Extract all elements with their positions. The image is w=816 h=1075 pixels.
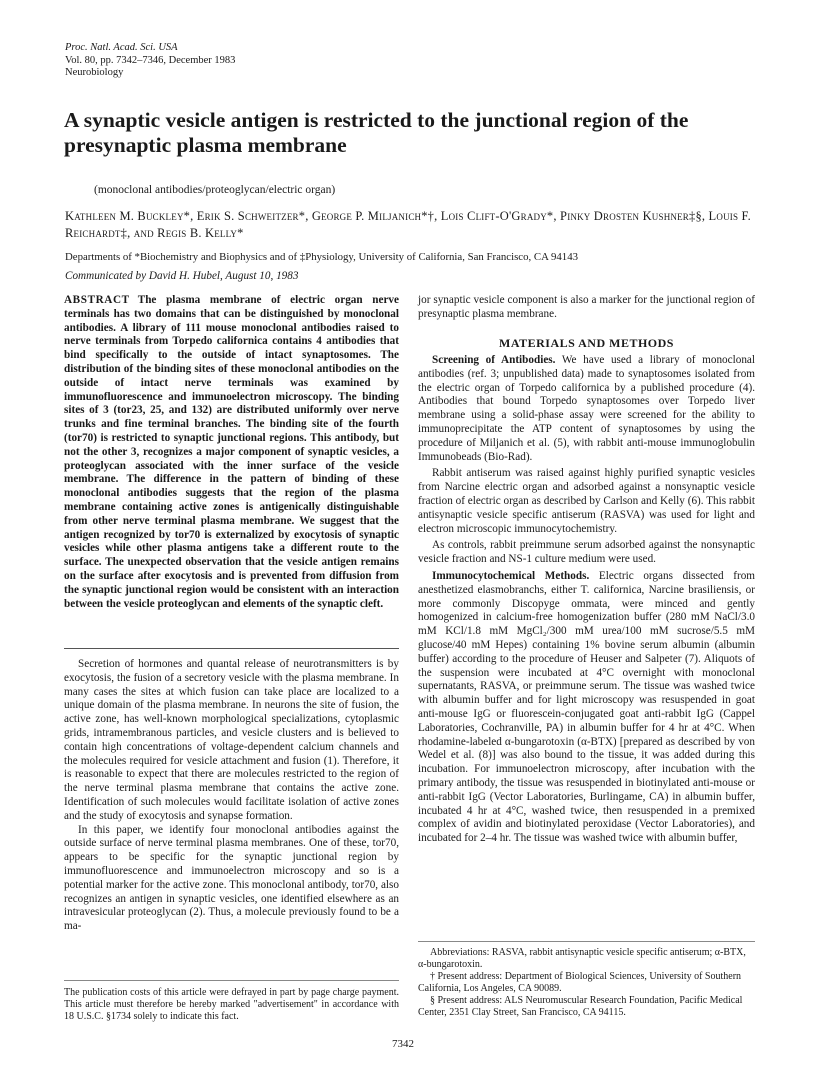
methods-paragraph: Rabbit antiserum was raised against highly purified synaptic vesicles from Narcine electric organ and adsorbed against a nonsynaptic vesicle fraction of electric organ as described by Carlson and Kelly (6). This rabbit antisynaptic vesicle specific antiserum (RASVA) was used for light and electron microscopic immunocytochemistry.	[418, 467, 755, 535]
keywords: (monoclonal antibodies/proteoglycan/electric organ)	[94, 184, 336, 196]
affiliation: Departments of *Biochemistry and Biophysics and of ‡Physiology, University of California, San Francisco, CA 94143	[65, 251, 578, 263]
run-in-heading: Screening of Antibodies.	[432, 354, 556, 366]
journal-volume: Vol. 80, pp. 7342–7346, December 1983	[65, 54, 236, 66]
methods-paragraph	[418, 354, 755, 464]
journal-section: Neurobiology	[65, 67, 124, 78]
journal-header	[65, 42, 235, 80]
abstract-divider	[64, 648, 399, 649]
publication-cost-note: The publication costs of this article were defrayed in part by page charge payment. This article must therefore be hereby marked "advertisement" in accordance with 18 U.S.C. §1734 solely to indicate this fact.	[64, 987, 399, 1022]
right-footnote-divider	[418, 941, 755, 942]
intro-paragraph: Secretion of hormones and quantal release of neurotransmitters is by exocytosis, the fusion of a secretory vesicle with the plasma membrane. In many cases the sites at which fusion can take place are localized to a unique domain of the plasma membrane. In neurons the site of fusion, the active zone, has well-known morphological specializations, cytoplasmic grids, intramembranous particles, and vesicle clusters and is believed to contain high concentrations of voltage-dependent calcium channels and the molecules required for vesicle attachment and fusion (1). Therefore, it is reasonable to expect that there are molecules restricted to the region of the nerve terminal plasma membrane that contains the active zone. Identification of such molecules would facilitate isolation of active zones and the study of exocytosis and synapse formation.	[64, 658, 399, 822]
methods-text: We have used a library of monoclonal antibodies (ref. 3; unpublished data) made to synaptosomes isolated from the electric organ of Torpedo californica by a published procedure (4). Antibodies that bound Torpedo synaptosomes over Torpedo liver membrane using a solid-phase assay were screened for the ability to immunoprecipitate the ATP content of synaptosomes by using the procedure of Miljanich et al. (5), with rabbit anti-mouse immunoglobulin Immunobeads (Bio-Rad).	[418, 354, 755, 463]
abstract-label: ABSTRACT	[64, 294, 130, 306]
page-number: 7342	[392, 1038, 414, 1050]
methods-paragraph	[418, 570, 755, 846]
abstract-text: The plasma membrane of electric organ nerve terminals has two domains that can be distinguished by monoclonal antibodies. A library of 111 mouse monoclonal antibodies raised to nerve terminals from Torpedo californica contains 4 antibodies that bind specifically to the outside of intact synaptosomes. The distribution of the binding sites of these monoclonal antibodies on the outside of intact nerve terminals was examined by immunofluorescence and immunoelectron microscopy. The binding sites of 3 (tor23, 25, and 132) are distributed uniformly over nerve trunks and fine terminal branches. The binding site of the fourth (tor70) is restricted to synaptic junctional regions. This antibody, but not the other 3, recognizes a major component of synaptic vesicles, a proteoglycan associated with the inner surface of the vesicle membrane. The difference in the pattern of binding of these monoclonal antibodies suggests that the region of the plasma membrane containing active zones is antigenically distinguishable from other nerve terminal plasma membrane. We suggest that the antigen recognized by tor70 is externalized by exocytosis of synaptic vesicles while other plasma antigens take a different route to the surface. The unexpected observation that the vesicle antigen remains on the surface after exocytosis and is prevented from diffusion from the synaptic junctional region would be consistent with an interaction between the vesicle proteoglycan and elements of the synaptic cleft.	[64, 294, 399, 610]
footnote-divider	[64, 980, 399, 981]
article-title: A synaptic vesicle antigen is restricted to the junctional region of the presynaptic plasma membrane	[64, 108, 689, 157]
communicated-by: Communicated by David H. Hubel, August 10, 1983	[65, 270, 299, 282]
footnote: § Present address: ALS Neuromuscular Research Foundation, Pacific Medical Center, 2351 Clay Street, San Francisco, CA 94115.	[418, 995, 743, 1018]
methods-body	[418, 354, 755, 846]
abstract	[64, 294, 399, 611]
run-in-heading: Immunocytochemical Methods.	[432, 569, 590, 582]
methods-paragraph: As controls, rabbit preimmune serum adsorbed against the nonsynaptic vesicle fraction and NS-1 culture medium were used.	[418, 539, 755, 566]
abstract-continuation: jor synaptic vesicle component is also a marker for the junctional region of presynaptic plasma membrane.	[418, 294, 755, 320]
footnote: Abbreviations: RASVA, rabbit antisynaptic vesicle specific antiserum; α-BTX, α-bungarotoxin.	[418, 947, 746, 970]
footnotes	[418, 947, 755, 1019]
intro-paragraph: In this paper, we identify four monoclonal antibodies against the outside surface of nerve terminal plasma membranes. One of these, tor70, appears to be specific for the synaptic junctional region by immunofluorescence and immunoelectron microscopy and so is a potential marker for the active zone. This monoclonal antibody, tor70, also recognizes an antigen in synaptic vesicles, one identified elsewhere as an intravesicular proteoglycan (2). Thus, a molecule previously found to be a ma-	[64, 823, 399, 933]
author-list: Kathleen M. Buckley*, Erik S. Schweitzer*, George P. Miljanich*†, Lois Clift-O'Grady*, Pinky Drosten Kushner‡§, Louis F. Reichardt‡, and Regis B. Kelly*	[65, 209, 751, 240]
journal-name: Proc. Natl. Acad. Sci. USA	[65, 42, 178, 53]
section-heading-methods: MATERIALS AND METHODS	[499, 336, 674, 350]
methods-text: Electric organs dissected from anesthetized elasmobranchs, either T. californica, Narcine brasiliensis, or more commonly Discopyge ommata, were minced and gently homogenized in calcium-free homogenization buffer (280 mM NaCl/3.0 mM KCl/1.8 mM MgCl₂/300 mM urea/100 mM sucrose/5.5 mM glucose/40 mM Hepes) containing 1% bovine serum albumin (albumin buffer) according to the procedure of Heuser and Salpeter (7). Aliquots of the suspension were incubated at 4°C overnight with monoclonal supernatants, RASVA, or preimmune serum. The tissue was washed twice with albumin buffer and for light microscopy was resuspended in goat anti-mouse IgG or fluorescein-conjugated goat anti-rabbit IgG (Cappel Laboratories, Cochranville, PA) in albumin buffer for 4 hr at 4°C. When rhodamine-labeled α-bungarotoxin (α-BTX) [prepared as described by von Wedel et al. (8)] was also bound to the tissue, it was added during this incubation. For immunoelectron microscopy, after incubation with the primary antibody, the tissue was resuspended in biotinylated anti-mouse or anti-rabbit IgG (Vector Laboratories, Burlingame, CA) in albumin buffer, incubated 4 hr at 4°C, washed twice, then resuspended in a premixed complex of avidin and biotinylated peroxidase (Vector Laboratories), and incubated for 2–4 hr. The tissue was washed twice with albumin buffer,	[418, 569, 755, 845]
introduction	[64, 658, 399, 934]
footnote: † Present address: Department of Biological Sciences, University of Southern California, Los Angeles, CA 90089.	[418, 971, 742, 994]
